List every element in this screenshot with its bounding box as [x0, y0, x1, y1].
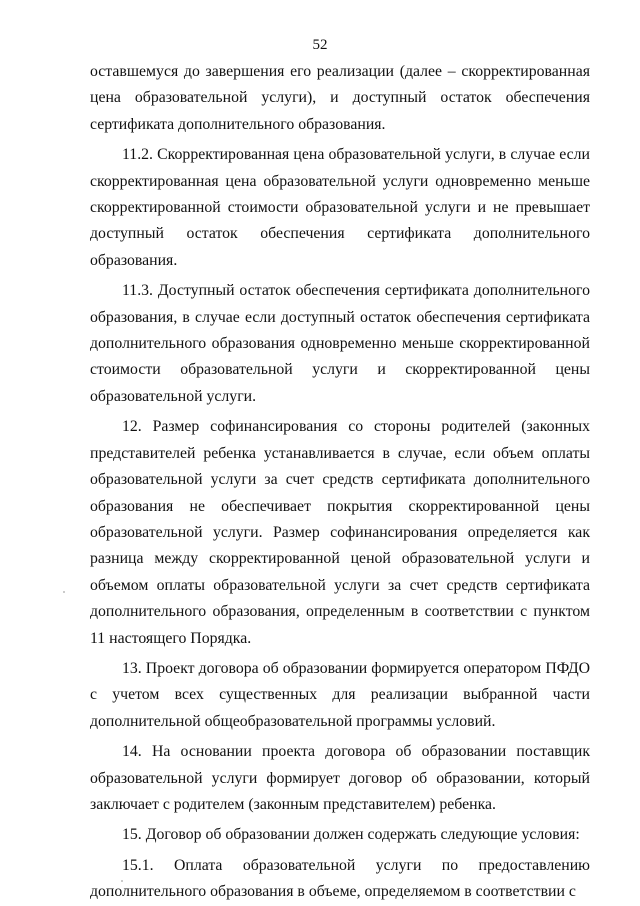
paragraph-13: 13. Проект договора об образовании формируется оператором ПФДО с учетом всех существенных для реализации выбранной части дополнительной общеобразовательной программы условий.: [90, 659, 590, 730]
paragraph-11-3: 11.3. Доступный остаток обеспечения сертификата дополнительного образования, в случае если доступный остаток обеспечения сертификата дополнительного образования одновременно меньше скорректированной стоимости образовательной услуги и скорректированной цены образовательной услуги.: [90, 282, 590, 405]
scan-speck: [121, 880, 123, 882]
paragraph-15-1: 15.1. Оплата образовательной услуги по предоставлению дополнительного образования в объеме, определяемом в соответствии с: [90, 856, 590, 901]
paragraph-11-2: 11.2. Скорректированная цена образовательной услуги, в случае если скорректированная цена образовательной услуги одновременно меньше скорректированной стоимости образовательной услуги и не превышает доступный остаток обеспечения сертификата дополнительного образования.: [90, 146, 590, 269]
document-body: [90, 59, 590, 906]
paragraph-15: 15. Договор об образовании должен содержать следующие условия:: [122, 826, 580, 844]
scan-speck: [63, 591, 65, 593]
paragraph-14: 14. На основании проекта договора об образовании поставщик образовательной услуги формирует договор об образовании, который заключает с родителем (законным представителем) ребенка.: [90, 743, 590, 813]
page-number: 52: [312, 37, 328, 53]
paragraph-12: 12. Размер софинансирования со стороны родителей (законных представителей ребенка устанавливается в случае, если объем оплаты образовательной услуги за счет средств сертификата дополнительного образования не обеспечивает покрытия скорректированной цены образовательной услуги. Размер софинансирования определяется как разница между скорректированной ценой образовательной услуги и объемом оплаты образовательной услуги за счет средств сертификата дополнительного образования, определенным в соответствии с пунктом 11 настоящего Порядка.: [90, 418, 590, 647]
paragraph-continuation: оставшемуся до завершения его реализации (далее – скорректированная цена образовательной услуги), и доступный остаток обеспечения сертификата дополнительного образования.: [90, 63, 590, 133]
